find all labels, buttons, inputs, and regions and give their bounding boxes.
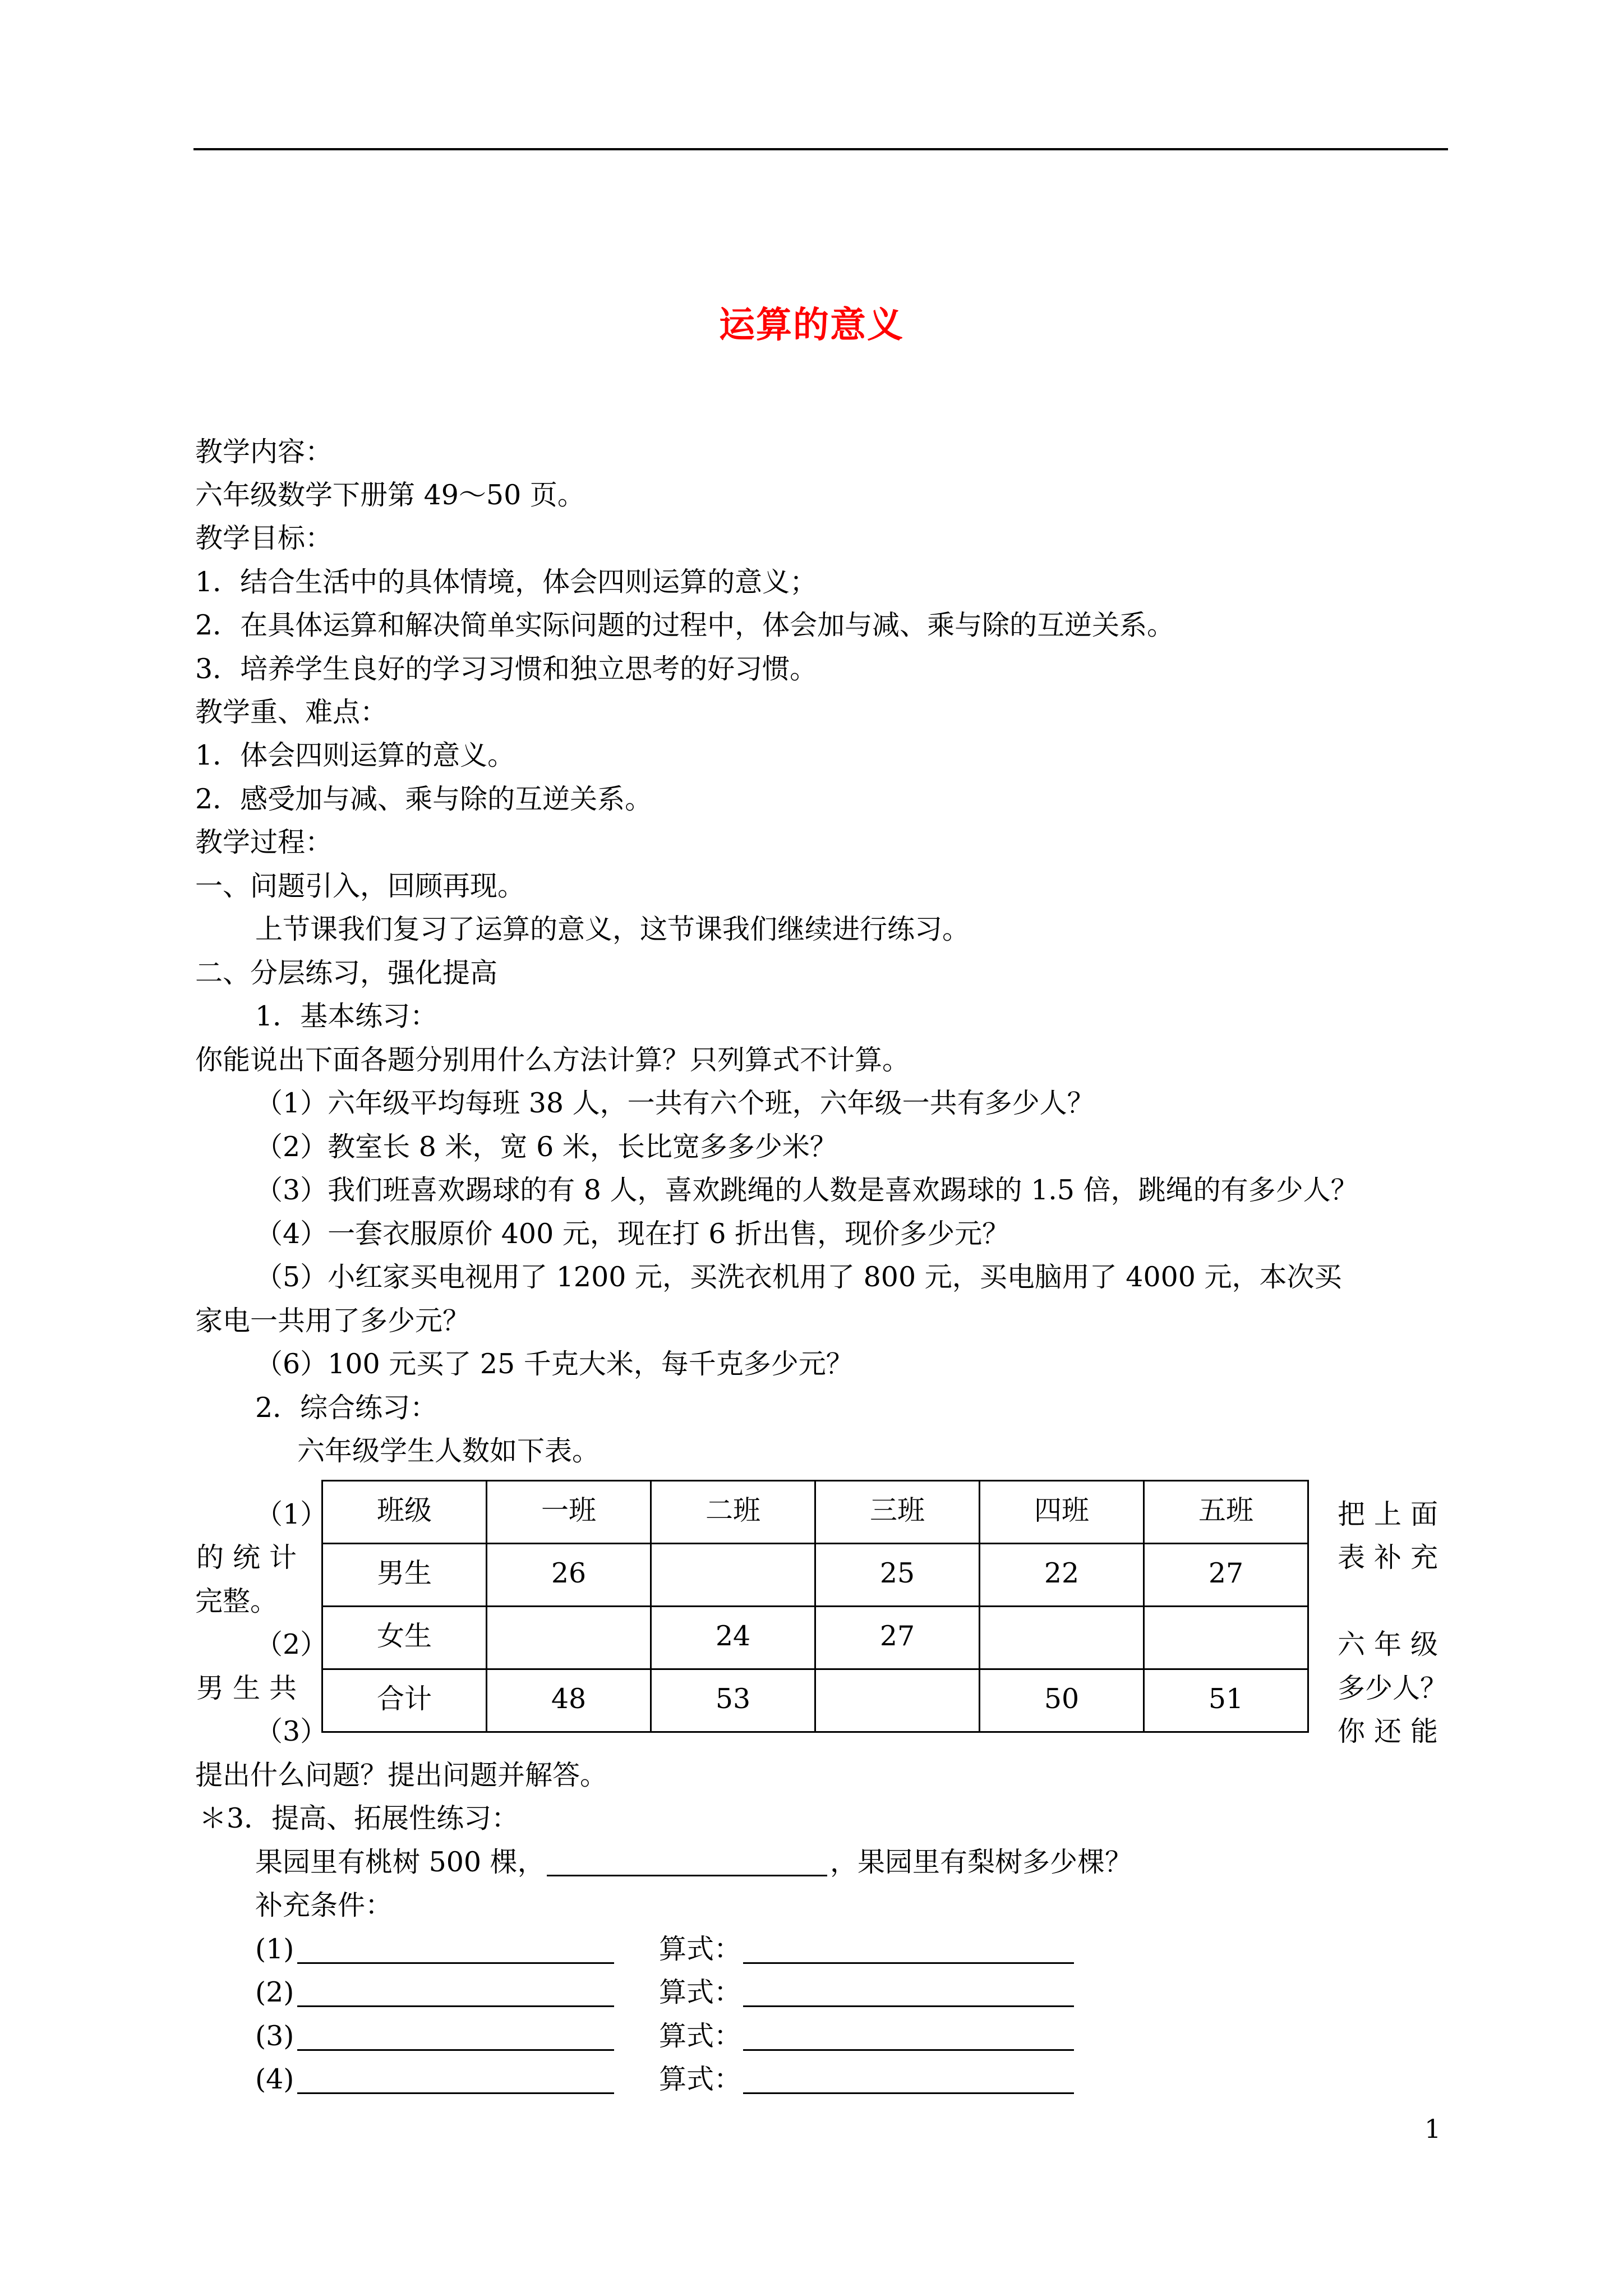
formula-label: 算式：	[659, 1976, 742, 2008]
table-header-cell: 班级	[322, 1481, 487, 1544]
table-wrap-right-4: 六年级	[1338, 1628, 1447, 1660]
question-3: （3）我们班喜欢踢球的有 8 人，喜欢跳绳的人数是喜欢踢球的 1.5 倍，跳绳的有多少人？	[255, 1174, 1358, 1206]
table-cell: 22	[980, 1544, 1144, 1607]
orchard-question-end: ，果园里有梨树多少棵？	[830, 1846, 1133, 1878]
after-table-text: 提出什么问题？提出问题并解答。	[195, 1759, 608, 1791]
header-rule	[193, 148, 1448, 150]
table-wrap-left-3: 完整。	[195, 1585, 278, 1617]
table-wrap-right-5: 多少人？	[1338, 1672, 1448, 1704]
key-points-heading: 教学重、难点：	[195, 696, 388, 728]
process-heading: 教学过程：	[195, 826, 333, 858]
table-cell	[815, 1669, 980, 1732]
table-header-row	[322, 1481, 1308, 1544]
table-row-total	[322, 1669, 1308, 1732]
section-1-text: 上节课我们复习了运算的意义，这节课我们继续进行练习。	[255, 913, 970, 945]
table-wrap-left-5: 男生共	[196, 1672, 306, 1704]
table-intro: 六年级学生人数如下表。	[297, 1435, 600, 1467]
teaching-content: 六年级数学下册第 49～50 页。	[195, 479, 585, 511]
condition-blank[interactable]	[297, 1962, 614, 1964]
condition-number: (4)	[255, 2063, 294, 2095]
table-cell: 53	[651, 1669, 815, 1732]
table-cell: 男生	[322, 1544, 487, 1607]
table-wrap-left-1: （1）	[255, 1498, 328, 1530]
comprehensive-practice-heading: 2．综合练习：	[255, 1392, 438, 1424]
table-wrap-left-4: （2）	[255, 1628, 328, 1660]
condition-blank[interactable]	[297, 2049, 614, 2051]
question-2: （2）教室长 8 米，宽 6 米，长比宽多多少米？	[255, 1131, 837, 1163]
question-6: （6）100 元买了 25 千克大米，每千克多少元？	[255, 1348, 854, 1380]
condition-blank[interactable]	[297, 2005, 614, 2007]
question-5-line-1: （5）小红家买电视用了 1200 元，买洗衣机用了 800 元，买电脑用了 4000 元，本次买	[255, 1261, 1342, 1293]
table-cell	[1144, 1607, 1308, 1669]
table-cell: 50	[980, 1669, 1144, 1732]
key-point-2: 2．感受加与减、乘与除的互逆关系。	[195, 783, 653, 815]
teaching-content-heading: 教学内容：	[195, 436, 333, 468]
basic-practice-question: 你能说出下面各题分别用什么方法计算？只列算式不计算。	[195, 1044, 910, 1076]
table-cell: 25	[815, 1544, 980, 1607]
question-1: （1）六年级平均每班 38 人，一共有六个班，六年级一共有多少人？	[255, 1087, 1095, 1119]
question-4: （4）一套衣服原价 400 元，现在打 6 折出售，现价多少元？	[255, 1218, 1010, 1250]
supplementary-conditions-heading: 补充条件：	[255, 1889, 393, 1921]
condition-number: (1)	[255, 1933, 294, 1965]
teaching-goals-heading: 教学目标：	[195, 522, 333, 554]
table-row-girls	[322, 1607, 1308, 1669]
table-cell: 女生	[322, 1607, 487, 1669]
page-title: 运算的意义	[719, 304, 904, 346]
table-cell: 48	[487, 1669, 651, 1732]
table-wrap-right-1: 把上面	[1338, 1498, 1447, 1530]
table-cell: 26	[487, 1544, 651, 1607]
goal-2: 2．在具体运算和解决简单实际问题的过程中，体会加与减、乘与除的互逆关系。	[195, 609, 1175, 641]
table-cell: 51	[1144, 1669, 1308, 1732]
formula-blank[interactable]	[743, 2049, 1074, 2051]
formula-label: 算式：	[659, 2020, 742, 2052]
formula-blank[interactable]	[743, 2005, 1074, 2007]
formula-label: 算式：	[659, 1933, 742, 1965]
goal-3: 3．培养学生良好的学习习惯和独立思考的好习惯。	[195, 653, 818, 685]
table-header-cell: 五班	[1144, 1481, 1308, 1544]
table-row-boys	[322, 1544, 1308, 1607]
table-header-cell: 三班	[815, 1481, 980, 1544]
table-cell: 24	[651, 1607, 815, 1669]
condition-number: (3)	[255, 2020, 294, 2052]
table-cell: 合计	[322, 1669, 487, 1732]
formula-blank[interactable]	[743, 1962, 1074, 1964]
orchard-condition-blank[interactable]	[547, 1875, 827, 1876]
table-wrap-right-2: 表补充	[1338, 1542, 1447, 1573]
page-number: 1	[1424, 2114, 1441, 2144]
table-cell	[487, 1607, 651, 1669]
basic-practice-heading: 1．基本练习：	[255, 1000, 438, 1032]
table-header-cell: 四班	[980, 1481, 1144, 1544]
table-header-cell: 一班	[487, 1481, 651, 1544]
key-point-1: 1．体会四则运算的意义。	[195, 739, 515, 771]
extension-heading: ＊3．提高、拓展性练习：	[199, 1802, 519, 1834]
student-count-table	[321, 1480, 1309, 1733]
question-5-line-2: 家电一共用了多少元？	[195, 1305, 471, 1337]
section-2-heading: 二、分层练习，强化提高	[195, 957, 498, 989]
table-cell: 27	[1144, 1544, 1308, 1607]
section-1-heading: 一、问题引入，回顾再现。	[195, 870, 525, 902]
table-wrap-right-6: 你还能	[1338, 1715, 1447, 1747]
orchard-question-start: 果园里有桃树 500 棵，	[255, 1846, 545, 1878]
formula-label: 算式：	[659, 2063, 742, 2095]
table-header-cell: 二班	[651, 1481, 815, 1544]
goal-1: 1．结合生活中的具体情境，体会四则运算的意义；	[195, 566, 818, 598]
condition-blank[interactable]	[297, 2092, 614, 2094]
table-cell	[980, 1607, 1144, 1669]
condition-number: (2)	[255, 1976, 294, 2008]
table-cell	[651, 1544, 815, 1607]
table-wrap-left-6: （3）	[255, 1715, 328, 1747]
formula-blank[interactable]	[743, 2092, 1074, 2094]
table-wrap-left-2: 的统计	[196, 1542, 306, 1573]
table-cell: 27	[815, 1607, 980, 1669]
